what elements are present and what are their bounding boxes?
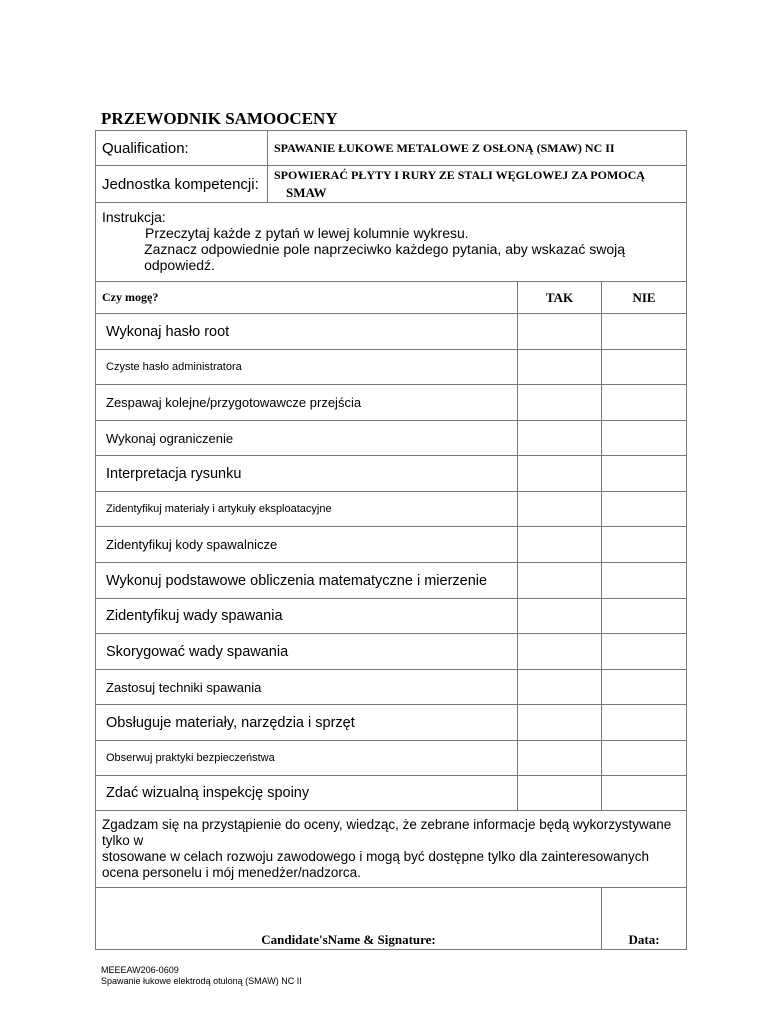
yes-checkbox-cell[interactable]	[518, 527, 602, 563]
no-checkbox-cell[interactable]	[602, 634, 687, 670]
yes-checkbox-cell[interactable]	[518, 705, 602, 741]
checklist-question	[96, 599, 518, 634]
question-text: Obsługuje materiały, narzędzia i sprzęt	[106, 714, 355, 731]
no-checkbox-cell[interactable]	[602, 385, 687, 421]
qualification-label: Qualification:	[96, 131, 268, 166]
no-checkbox-cell[interactable]	[602, 492, 687, 527]
yes-checkbox-cell[interactable]	[518, 741, 602, 776]
document-title: PRZEWODNIK SAMOOCENY	[101, 109, 338, 128]
no-checkbox-cell[interactable]	[602, 741, 687, 776]
question-text: Zidentyfikuj materiały i artykuły eksploatacyjne	[106, 503, 332, 515]
no-checkbox-cell[interactable]	[602, 705, 687, 741]
question-text: Obserwuj praktyki bezpieczeństwa	[106, 752, 275, 764]
yes-checkbox-cell[interactable]	[518, 492, 602, 527]
no-checkbox-cell[interactable]	[602, 527, 687, 563]
checklist-row	[96, 634, 687, 670]
consent-statement	[96, 811, 687, 888]
yes-checkbox-cell[interactable]	[518, 634, 602, 670]
no-checkbox-cell[interactable]	[602, 456, 687, 492]
instruction-text: Zaznacz odpowiednie pole naprzeciwko każdego pytania, aby wskazać swoją odpowiedź.	[144, 241, 626, 273]
checklist-row	[96, 385, 687, 421]
checklist-question	[96, 563, 518, 599]
question-text: Zespawaj kolejne/przygotowawcze przejścia	[106, 395, 362, 410]
question-text: Wykonaj hasło root	[106, 323, 230, 340]
no-checkbox-cell[interactable]	[602, 599, 687, 634]
checklist-row	[96, 421, 687, 456]
no-checkbox-cell[interactable]	[602, 776, 687, 811]
checklist-question	[96, 492, 518, 527]
question-text: Zastosuj techniki spawania	[106, 679, 262, 695]
no-checkbox-cell[interactable]	[602, 350, 687, 385]
no-checkbox-cell[interactable]	[602, 670, 687, 705]
consent-line: stosowane w celach rozwoju zawodowego i mogą być dostępne tylko dla zainteresowanych	[102, 849, 650, 864]
question-text: Zdać wizualną inspekcję spoiny	[106, 785, 310, 801]
checklist-row	[96, 599, 687, 634]
checklist-row	[96, 492, 687, 527]
consent-line: ocena personelu i mój menedżer/nadzorca.	[102, 865, 361, 880]
instruction-text: Przeczytaj każde z pytań w lewej kolumnie wykresu.	[145, 225, 469, 241]
yes-checkbox-cell[interactable]	[518, 314, 602, 350]
question-column-header: Czy mogę?	[96, 282, 518, 314]
bullet-icon	[119, 225, 145, 241]
checklist-question	[96, 421, 518, 456]
signature-row	[96, 888, 687, 950]
unit-value	[268, 166, 687, 203]
question-text: Skorygować wady spawania	[106, 643, 289, 660]
question-text: Zidentyfikuj kody spawalnicze	[106, 537, 278, 552]
date-field[interactable]: Data:	[602, 888, 687, 950]
footer	[101, 965, 302, 987]
unit-row	[96, 166, 687, 203]
checklist-row	[96, 705, 687, 741]
checklist-row	[96, 314, 687, 350]
checklist-row	[96, 563, 687, 599]
candidate-signature-field[interactable]: Candidate'sName & Signature:	[96, 888, 602, 950]
no-column-header: NIE	[602, 282, 687, 314]
footer-description: Spawanie łukowe elektrodą otuloną (SMAW) NC II	[101, 976, 302, 986]
consent-row	[96, 811, 687, 888]
unit-value-line2: SMAW	[286, 185, 327, 200]
instruction-item	[119, 241, 680, 273]
qualification-row	[96, 131, 687, 166]
question-text: Czyste hasło administratora	[106, 361, 242, 373]
checklist-row	[96, 776, 687, 811]
consent-line: Zgadzam się na przystąpienie do oceny, wiedząc, że zebrane informacje będą wykorzystywane tylko w	[102, 817, 672, 848]
checklist-question	[96, 350, 518, 385]
unit-label: Jednostka kompetencji:	[96, 166, 268, 203]
checklist-row	[96, 350, 687, 385]
checklist-question	[96, 705, 518, 741]
checklist-question	[96, 527, 518, 563]
question-text: Interpretacja rysunku	[106, 465, 242, 482]
yes-checkbox-cell[interactable]	[518, 563, 602, 599]
checklist-question	[96, 741, 518, 776]
items-body	[96, 314, 687, 811]
yes-checkbox-cell[interactable]	[518, 776, 602, 811]
instructions-heading: Instrukcja:	[102, 209, 166, 225]
yes-checkbox-cell[interactable]	[518, 421, 602, 456]
checklist-question	[96, 314, 518, 350]
instructions-row	[96, 203, 687, 282]
checklist-question	[96, 776, 518, 811]
instructions	[96, 203, 687, 282]
checklist-row	[96, 670, 687, 705]
bullet-icon	[119, 241, 144, 273]
no-checkbox-cell[interactable]	[602, 421, 687, 456]
question-text: Wykonuj podstawowe obliczenia matematyczne i mierzenie	[106, 572, 488, 589]
yes-checkbox-cell[interactable]	[518, 599, 602, 634]
yes-column-header: TAK	[518, 282, 602, 314]
checklist-question	[96, 385, 518, 421]
no-checkbox-cell[interactable]	[602, 563, 687, 599]
checklist-row	[96, 527, 687, 563]
checklist-question	[96, 456, 518, 492]
unit-value-line1: SPOWIERAĆ PŁYTY I RURY ZE STALI WĘGLOWEJ ZA POMOCĄ	[274, 168, 645, 182]
qualification-value: SPAWANIE ŁUKOWE METALOWE Z OSŁONĄ (SMAW) NC II	[268, 131, 687, 166]
yes-checkbox-cell[interactable]	[518, 385, 602, 421]
column-header-row	[96, 282, 687, 314]
checklist-question	[96, 670, 518, 705]
checklist-row	[96, 456, 687, 492]
question-text: Wykonaj ograniczenie	[106, 430, 234, 446]
no-checkbox-cell[interactable]	[602, 314, 687, 350]
checklist-row	[96, 741, 687, 776]
footer-code: MEEEAW206-0609	[101, 965, 179, 975]
yes-checkbox-cell[interactable]	[518, 456, 602, 492]
yes-checkbox-cell[interactable]	[518, 670, 602, 705]
self-assessment-table	[95, 130, 687, 950]
instruction-item	[119, 225, 680, 241]
question-text: Zidentyfikuj wady spawania	[106, 608, 283, 624]
checklist-question	[96, 634, 518, 670]
yes-checkbox-cell[interactable]	[518, 350, 602, 385]
